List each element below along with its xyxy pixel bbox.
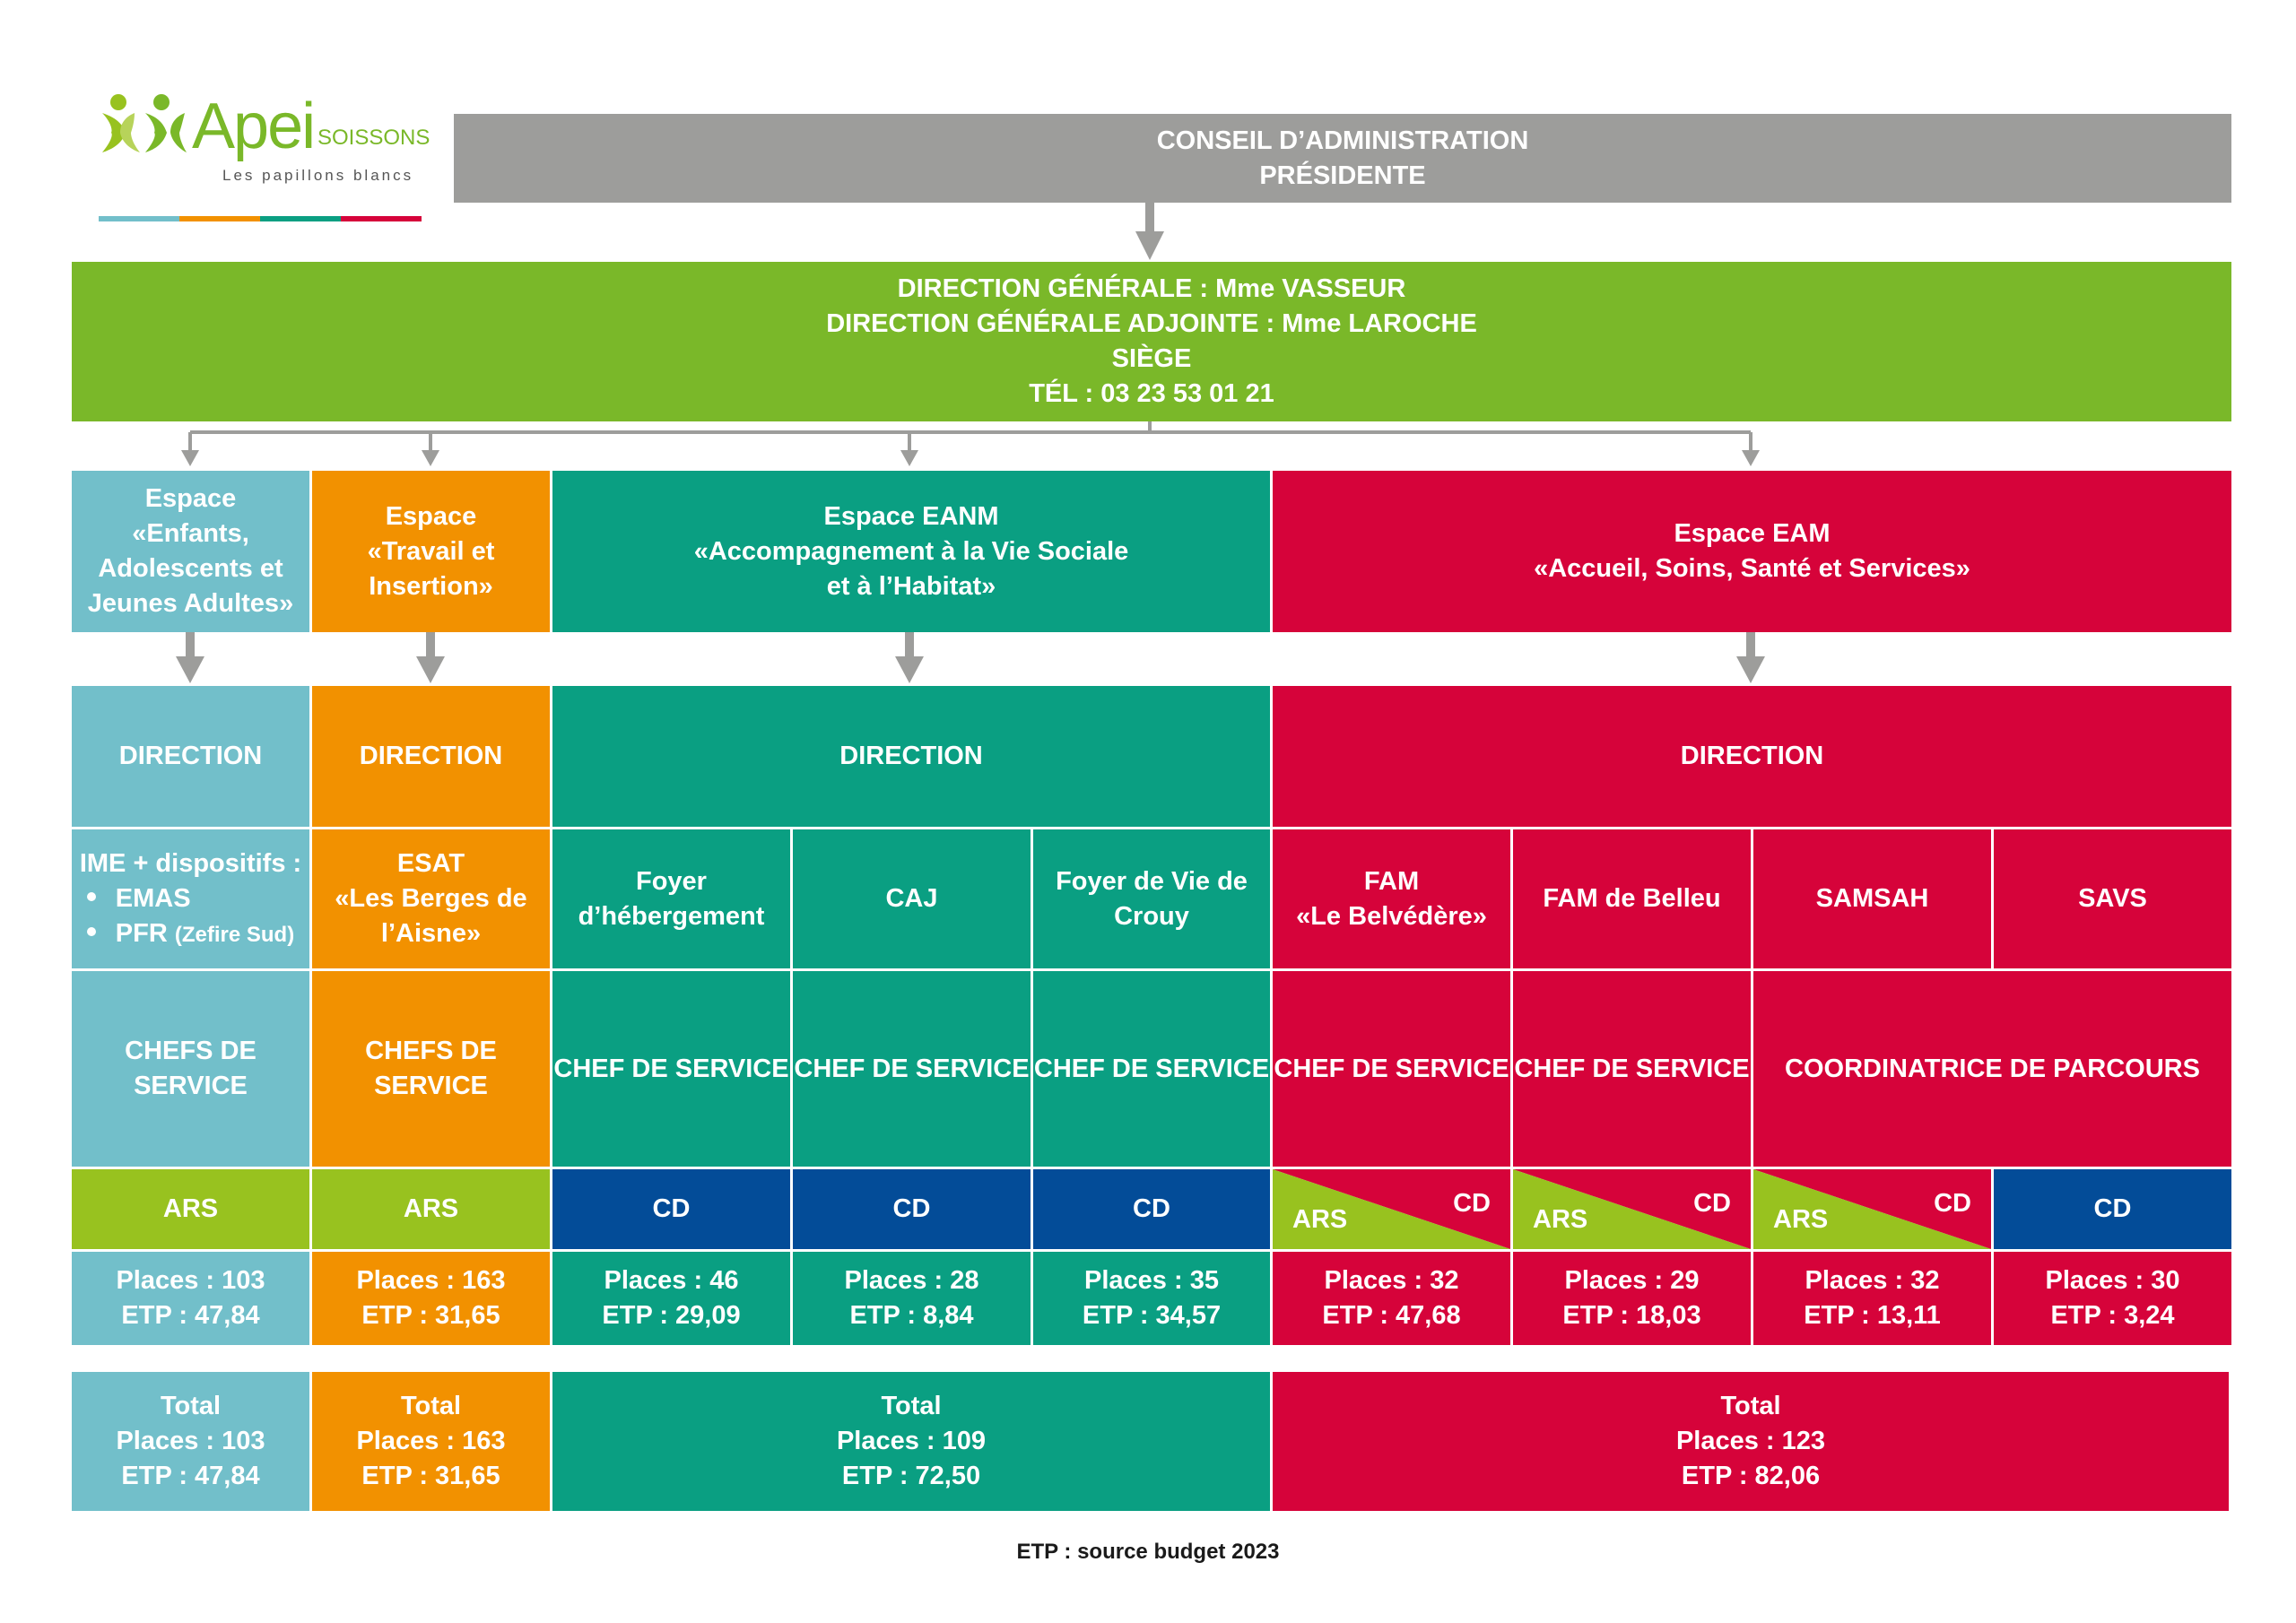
places-samsah-etp: ETP : 13,11	[1804, 1301, 1941, 1330]
espace-1-line2: «Enfants,	[132, 519, 249, 548]
financeur-fam-belleu-ars: ARS	[1533, 1205, 1588, 1234]
places-esat	[312, 1252, 552, 1345]
espace-3-line2: «Accompagnement à la Vie Sociale	[693, 536, 1129, 566]
direction-eam	[1273, 686, 2231, 829]
places-fam-belleu-etp: ETP : 18,03	[1562, 1301, 1701, 1330]
foyer-hebergement-line2: d’hébergement	[578, 901, 765, 931]
arrowhead-espace-1-direction	[176, 656, 204, 683]
espace-enfants-box	[72, 471, 312, 632]
ime-box	[72, 829, 312, 971]
places-foyer-vie-crouy-etp: ETP : 34,57	[1082, 1301, 1222, 1330]
espace-4-line1: Espace EAM	[1674, 519, 1831, 548]
total-3-places: Places : 109	[836, 1427, 987, 1455]
espace-3-line1: Espace EANM	[823, 501, 999, 531]
financeur-fam-belvedere	[1273, 1169, 1513, 1252]
espace-2-line1: Espace	[385, 501, 477, 531]
chefs-esat	[312, 971, 552, 1169]
total-eanm	[552, 1372, 1273, 1511]
espace-eam-box	[1273, 471, 2231, 632]
espace-1-line4: Jeunes Adultes»	[87, 589, 294, 618]
bullet-icon	[87, 927, 96, 936]
samsah-box	[1753, 829, 1994, 971]
drop-head-espace-4	[1742, 450, 1760, 466]
caj-line1: CAJ	[885, 884, 938, 913]
financeur-ime-label: ARS	[162, 1194, 219, 1223]
financeur-savs-label: CD	[2093, 1194, 2132, 1223]
logo-city: SOISSONS	[317, 126, 430, 150]
financeur-fam-belvedere-cd: CD	[1453, 1189, 1491, 1218]
fam-belleu-line1: FAM de Belleu	[1543, 884, 1721, 913]
fam-belleu-box	[1513, 829, 1753, 971]
fam-belvedere-line2: «Le Belvédère»	[1296, 901, 1487, 931]
esat-box	[312, 829, 552, 971]
ime-title: IME + dispositifs :	[79, 848, 302, 878]
total-3-label: Total	[881, 1392, 942, 1420]
places-caj	[793, 1252, 1033, 1345]
espace-4-line2: «Accueil, Soins, Santé et Services»	[1534, 554, 1970, 583]
places-esat-places: Places : 163	[356, 1266, 506, 1295]
places-fam-belvedere-etp: ETP : 47,68	[1322, 1301, 1461, 1330]
places-fam-belvedere-places: Places : 32	[1324, 1266, 1459, 1295]
chef-foyer-vie-crouy-label: CHEF DE SERVICE	[1033, 1054, 1270, 1083]
total-2-etp: ETP : 31,65	[361, 1462, 500, 1490]
financeur-fam-belvedere-ars: ARS	[1292, 1205, 1348, 1234]
total-2-label: Total	[400, 1392, 462, 1420]
financeur-esat	[312, 1169, 552, 1252]
total-4-etp: ETP : 82,06	[1681, 1462, 1821, 1490]
places-caj-places: Places : 28	[844, 1266, 979, 1295]
places-savs-places: Places : 30	[2045, 1266, 2180, 1295]
fam-belvedere-box	[1273, 829, 1513, 971]
chef-caj	[793, 971, 1033, 1169]
chef-fam-belvedere	[1273, 971, 1513, 1169]
places-foyer-vie-crouy-places: Places : 35	[1084, 1266, 1219, 1295]
espace-3-line3: et à l’Habitat»	[826, 571, 996, 601]
arrowhead-espace-2-direction	[416, 656, 445, 683]
total-1-places: Places : 103	[116, 1427, 265, 1455]
chef-foyer-hebergement	[552, 971, 793, 1169]
dg-line2: DIRECTION GÉNÉRALE ADJOINTE : Mme LAROCHE	[826, 309, 1477, 338]
total-eam	[1273, 1372, 2229, 1511]
caj-box	[793, 829, 1033, 971]
chefs-ime	[72, 971, 312, 1169]
fam-belvedere-line1: FAM	[1363, 866, 1420, 896]
places-foyer-hebergement-etp: ETP : 29,09	[602, 1301, 741, 1330]
foyer-vie-crouy-box	[1033, 829, 1273, 971]
financeur-samsah-cd: CD	[1934, 1189, 1971, 1218]
drop-head-espace-3	[900, 450, 918, 466]
direction-travail	[312, 686, 552, 829]
chef-fam-belleu-label: CHEF DE SERVICE	[1514, 1054, 1750, 1083]
chef-fam-belleu	[1513, 971, 1753, 1169]
total-travail	[312, 1372, 552, 1511]
financeur-foyer-hebergement-label: CD	[652, 1194, 691, 1223]
places-foyer-hebergement	[552, 1252, 793, 1345]
foyer-vie-crouy-line2: Crouy	[1114, 901, 1189, 931]
total-4-places: Places : 123	[1675, 1427, 1826, 1455]
places-foyer-vie-crouy	[1033, 1252, 1273, 1345]
financeur-fam-belleu-cd: CD	[1693, 1189, 1731, 1218]
direction-generale-box	[72, 262, 2231, 421]
direction-enfants	[72, 686, 312, 829]
places-ime-places: Places : 103	[116, 1266, 265, 1295]
esat-line3: l’Aisne»	[380, 919, 482, 948]
places-samsah	[1753, 1252, 1994, 1345]
total-1-label: Total	[160, 1392, 222, 1420]
total-enfants	[72, 1372, 312, 1511]
chef-fam-belvedere-label: CHEF DE SERVICE	[1274, 1054, 1509, 1083]
savs-line1: SAVS	[2078, 884, 2147, 913]
financeur-foyer-vie-crouy	[1033, 1169, 1273, 1252]
places-esat-etp: ETP : 31,65	[361, 1301, 500, 1330]
dg-line4: TÉL : 03 23 53 01 21	[1029, 379, 1274, 408]
chef-foyer-vie-crouy	[1033, 971, 1273, 1169]
direction-4-label: DIRECTION	[1680, 742, 1824, 770]
ime-device-list	[87, 881, 294, 952]
esat-line1: ESAT	[396, 849, 465, 878]
financeur-fam-belleu	[1513, 1169, 1753, 1252]
chefs-ime-label: CHEFS DE SERVICE	[125, 1037, 257, 1100]
foyer-hebergement-box	[552, 829, 793, 971]
places-fam-belleu	[1513, 1252, 1753, 1345]
ime-device-pfr-label: PFR	[115, 918, 168, 948]
direction-1-label: DIRECTION	[118, 742, 263, 770]
ime-device-pfr	[87, 916, 294, 952]
ime-device-pfr-extra: (Zefire Sud)	[174, 922, 295, 947]
footnote: ETP : source budget 2023	[1016, 1540, 1280, 1564]
foyer-hebergement-line1: Foyer	[636, 866, 707, 896]
arrowhead-espace-4-direction	[1736, 656, 1765, 683]
places-savs	[1994, 1252, 2231, 1345]
places-caj-etp: ETP : 8,84	[849, 1301, 974, 1330]
esat-line2: «Les Berges de	[335, 884, 527, 913]
ime-device-emas-label: EMAS	[115, 883, 191, 913]
financeur-esat-label: ARS	[403, 1194, 459, 1223]
dg-line3: SIÈGE	[1111, 344, 1192, 373]
total-1-etp: ETP : 47,84	[121, 1462, 260, 1490]
espace-2-line2: «Travail et	[367, 536, 495, 566]
financeur-caj	[793, 1169, 1033, 1252]
samsah-line1: SAMSAH	[1815, 884, 1929, 913]
savs-box	[1994, 829, 2231, 971]
arrowhead-conseil-to-dg	[1135, 231, 1164, 260]
direction-2-label: DIRECTION	[359, 742, 503, 770]
total-4-label: Total	[1720, 1392, 1781, 1420]
chef-foyer-hebergement-label: CHEF DE SERVICE	[553, 1054, 789, 1083]
places-savs-etp: ETP : 3,24	[2050, 1301, 2175, 1330]
logo-brand: Apei	[192, 91, 315, 162]
places-ime-etp: ETP : 47,84	[121, 1301, 260, 1330]
drop-head-espace-2	[422, 450, 439, 466]
espace-1-line1: Espace	[144, 484, 237, 513]
total-3-etp: ETP : 72,50	[841, 1462, 981, 1490]
coordinatrice-parcours-label: COORDINATRICE DE PARCOURS	[1785, 1054, 2200, 1083]
espace-2-line3: Insertion»	[369, 571, 493, 601]
places-fam-belvedere	[1273, 1252, 1513, 1345]
ime-device-emas	[87, 881, 294, 916]
places-samsah-places: Places : 32	[1805, 1266, 1940, 1295]
espace-eanm-box	[552, 471, 1273, 632]
total-2-places: Places : 163	[356, 1427, 506, 1455]
direction-3-label: DIRECTION	[839, 742, 983, 770]
direction-eanm	[552, 686, 1273, 829]
places-foyer-hebergement-places: Places : 46	[604, 1266, 739, 1295]
drop-head-espace-1	[181, 450, 199, 466]
bullet-icon	[87, 892, 96, 901]
dg-line1: DIRECTION GÉNÉRALE : Mme VASSEUR	[897, 274, 1406, 303]
conseil-line2: PRÉSIDENTE	[1259, 161, 1426, 190]
financeur-samsah-ars: ARS	[1773, 1205, 1829, 1234]
financeur-samsah	[1753, 1169, 1994, 1252]
conseil-line1: CONSEIL D’ADMINISTRATION	[1156, 126, 1529, 155]
arrowhead-espace-3-direction	[895, 656, 924, 683]
chef-caj-label: CHEF DE SERVICE	[794, 1054, 1030, 1083]
espace-1-line3: Adolescents et	[98, 554, 283, 583]
places-ime	[72, 1252, 312, 1345]
financeur-savs	[1994, 1169, 2231, 1252]
places-fam-belleu-places: Places : 29	[1564, 1266, 1700, 1295]
financeur-foyer-hebergement	[552, 1169, 793, 1252]
financeur-caj-label: CD	[892, 1194, 931, 1223]
financeur-foyer-vie-crouy-label: CD	[1133, 1194, 1170, 1223]
financeur-ime	[72, 1169, 312, 1252]
chefs-esat-label: CHEFS DE SERVICE	[365, 1037, 497, 1100]
foyer-vie-crouy-line1: Foyer de Vie de	[1056, 866, 1248, 896]
espace-travail-box	[312, 471, 552, 632]
logo-tagline: Les papillons blancs	[222, 167, 414, 184]
coordinatrice-parcours	[1753, 971, 2231, 1169]
